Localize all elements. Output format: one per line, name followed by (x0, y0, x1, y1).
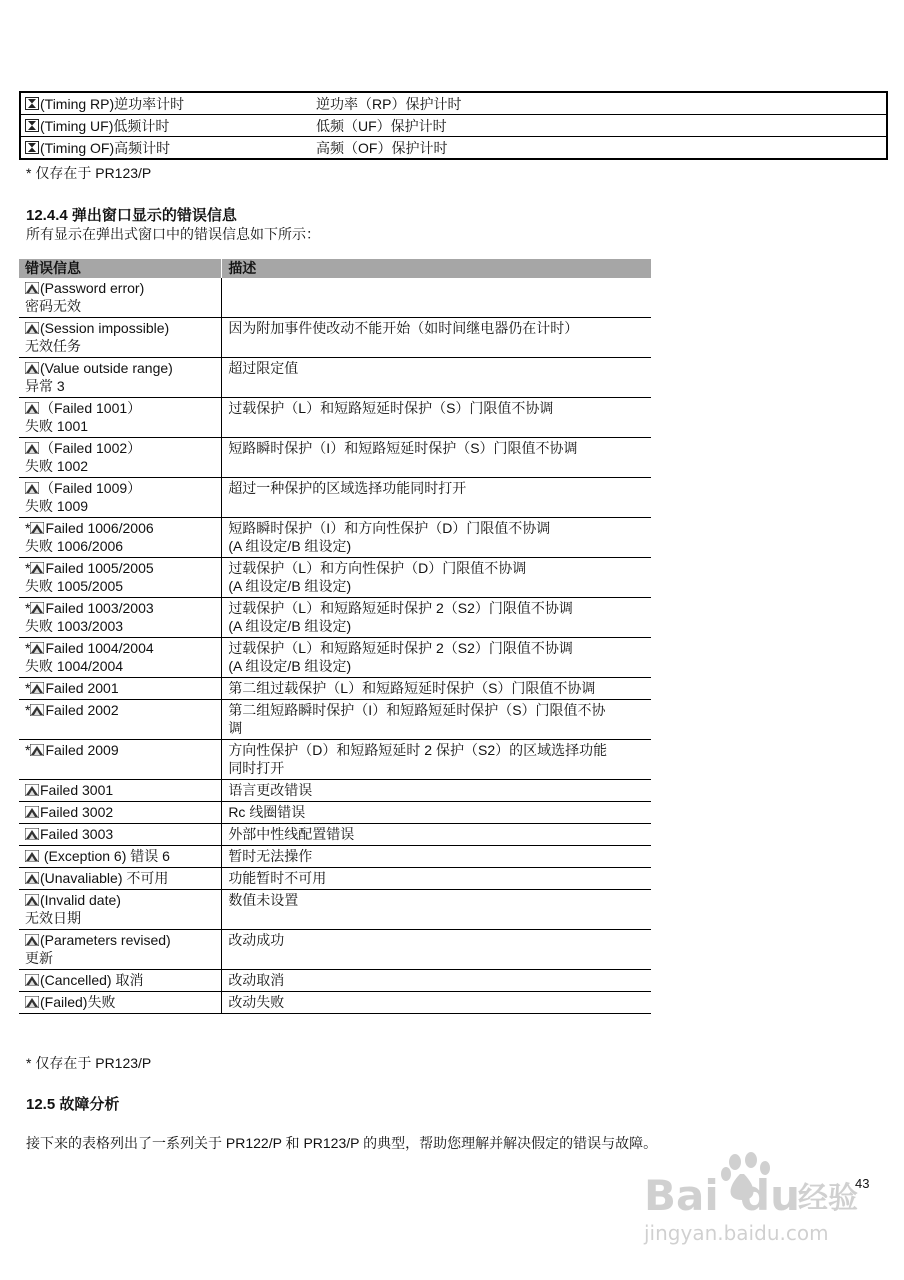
warning-icon (30, 560, 44, 572)
error-message-label-cn: 失败 1004/2004 (25, 658, 124, 674)
error-message-label: Failed 3002 (40, 804, 114, 820)
error-messages-table (19, 259, 651, 1014)
error-row (19, 868, 651, 890)
warning-icon (25, 320, 39, 332)
error-table-header-message: 错误信息 (19, 259, 222, 278)
error-description-cell (222, 846, 651, 868)
error-row (19, 518, 651, 558)
warning-icon (25, 280, 39, 292)
warning-icon (25, 972, 39, 984)
error-description-cell (222, 700, 651, 740)
warning-icon (30, 600, 44, 612)
error-row (19, 398, 651, 438)
error-description: 改动取消 (228, 972, 285, 988)
error-message-cell (19, 970, 222, 992)
section-intro-12-5: 接下来的表格列出了一系列关于 PR122/P 和 PR123/P 的典型，帮助您理解并解决假定的错误与故障。 (26, 1135, 658, 1151)
warning-icon (30, 520, 44, 532)
error-message-label: (Value outside range) (40, 360, 173, 376)
error-description: 过载保护（L）和短路短延时保护 2（S2）门限值不协调 (228, 600, 573, 616)
error-description: 过载保护（L）和短路短延时保护 2（S2）门限值不协调 (228, 640, 573, 656)
error-message-cell (19, 890, 222, 930)
error-description-cell (222, 518, 651, 558)
warning-icon (25, 994, 39, 1006)
error-description: 第二组短路瞬时保护（I）和短路短延时保护（S）门限值不协 (228, 702, 606, 718)
warning-icon (30, 702, 44, 714)
hourglass-icon (25, 139, 39, 152)
only-pr123-marker: * (25, 560, 31, 576)
error-row (19, 740, 651, 780)
section-heading-12-4-4: 12.4.4 弹出窗口显示的错误信息 (26, 207, 237, 224)
error-message-cell (19, 992, 222, 1014)
warning-icon (25, 848, 39, 860)
error-description: 第二组过载保护（L）和短路短延时保护（S）门限值不协调 (228, 680, 596, 696)
error-row (19, 846, 651, 868)
section-heading-12-5: 12.5 故障分析 (26, 1096, 120, 1113)
timing-table (19, 91, 888, 160)
error-message-cell (19, 558, 222, 598)
baidu-jingyan-watermark (640, 1150, 870, 1250)
hourglass-icon (25, 117, 39, 130)
error-description-cell (222, 318, 651, 358)
error-message-label: (Parameters revised) (40, 932, 171, 948)
error-row (19, 780, 651, 802)
error-description: 过载保护（L）和短路短延时保护（S）门限值不协调 (228, 400, 554, 416)
error-message-cell (19, 868, 222, 890)
error-message-cell (19, 478, 222, 518)
error-row (19, 558, 651, 598)
error-message-label: Failed 1003/2003 (45, 600, 154, 616)
error-message-cell (19, 846, 222, 868)
svg-text:经验: 经验 (798, 1181, 858, 1216)
error-description-cell (222, 802, 651, 824)
error-message-label: (Invalid date) (40, 892, 121, 908)
error-message-label: (Cancelled) 取消 (40, 972, 144, 988)
error-row (19, 970, 651, 992)
error-description: 外部中性线配置错误 (228, 826, 355, 842)
svg-text:Bai: Bai (644, 1171, 719, 1220)
timing-description-cell (312, 115, 887, 137)
error-description: 改动成功 (228, 932, 285, 948)
error-description: 过载保护（L）和方向性保护（D）门限值不协调 (228, 560, 527, 576)
timing-description: 低频（UF）保护计时 (316, 118, 447, 134)
error-description-line2: 同时打开 (228, 760, 285, 776)
error-message-label: Failed 3003 (40, 826, 114, 842)
warning-icon (30, 742, 44, 754)
warning-icon (25, 870, 39, 882)
warning-icon (25, 892, 39, 904)
error-message-cell (19, 358, 222, 398)
error-table-header-row (19, 259, 651, 278)
timing-label: (Timing OF)高频计时 (40, 140, 171, 156)
warning-icon (25, 440, 39, 452)
error-description-cell (222, 558, 651, 598)
error-row (19, 802, 651, 824)
timing-row (20, 137, 887, 160)
error-message-cell (19, 740, 222, 780)
error-message-label: （Failed 1001） (40, 400, 142, 416)
error-description-cell (222, 970, 651, 992)
error-message-label: (Exception 6) 错误 6 (40, 848, 170, 864)
error-description-line2: 调 (228, 720, 243, 736)
error-message-cell (19, 638, 222, 678)
error-description: Rc 线圈错误 (228, 804, 306, 820)
error-description: 数值未设置 (228, 892, 299, 908)
error-row (19, 278, 651, 318)
error-row (19, 318, 651, 358)
timing-label-cell (20, 92, 312, 115)
error-message-cell (19, 780, 222, 802)
error-message-label-cn: 失败 1009 (25, 498, 89, 514)
error-message-label: （Failed 1002） (40, 440, 142, 456)
error-table-note: * 仅存在于 PR123/P (26, 1055, 152, 1071)
page-number: 43 (855, 1176, 870, 1191)
error-message-cell (19, 824, 222, 846)
error-message-label: (Password error) (40, 280, 145, 296)
error-message-label-cn: 异常 3 (25, 378, 65, 394)
error-message-label-cn: 无效日期 (25, 910, 81, 926)
error-row (19, 930, 651, 970)
error-description-cell (222, 358, 651, 398)
timing-description-cell (312, 92, 887, 115)
only-pr123-marker: * (25, 520, 31, 536)
timing-label: (Timing UF)低频计时 (40, 118, 170, 134)
warning-icon (25, 826, 39, 838)
error-message-label: Failed 2009 (45, 742, 119, 758)
error-description: 功能暂时不可用 (228, 870, 327, 886)
error-row (19, 824, 651, 846)
error-row (19, 638, 651, 678)
error-message-label-cn: 失败 1002 (25, 458, 89, 474)
error-row (19, 438, 651, 478)
error-description-cell (222, 438, 651, 478)
error-row (19, 598, 651, 638)
error-description-line2: (A 组设定/B 组设定) (228, 538, 352, 554)
error-message-cell (19, 802, 222, 824)
error-description: 超过一种保护的区域选择功能同时打开 (228, 480, 467, 496)
error-description-cell (222, 478, 651, 518)
error-message-label: （Failed 1009） (40, 480, 142, 496)
error-table-header-description: 描述 (222, 259, 651, 278)
timing-table-note: * 仅存在于 PR123/P (26, 165, 152, 181)
error-description: 语言更改错误 (228, 782, 313, 798)
error-description-cell (222, 398, 651, 438)
error-message-cell (19, 438, 222, 478)
error-description-cell (222, 890, 651, 930)
error-message-cell (19, 518, 222, 558)
error-description-cell (222, 824, 651, 846)
warning-icon (25, 782, 39, 794)
error-message-label: Failed 1006/2006 (45, 520, 154, 536)
error-message-label: Failed 3001 (40, 782, 114, 798)
error-row (19, 678, 651, 700)
timing-label-cell (20, 137, 312, 160)
error-message-label-cn: 无效任务 (25, 338, 81, 354)
error-row (19, 478, 651, 518)
error-message-label: (Session impossible) (40, 320, 170, 336)
error-description-cell (222, 278, 651, 318)
error-message-cell (19, 318, 222, 358)
error-description: 因为附加事件使改动不能开始（如时间继电器仍在计时） (228, 320, 579, 336)
error-message-cell (19, 678, 222, 700)
error-message-label: Failed 1005/2005 (45, 560, 154, 576)
only-pr123-marker: * (25, 702, 31, 718)
only-pr123-marker: * (25, 640, 31, 656)
warning-icon (25, 804, 39, 816)
error-description-cell (222, 780, 651, 802)
warning-icon (30, 680, 44, 692)
error-description-cell (222, 992, 651, 1014)
timing-description: 逆功率（RP）保护计时 (316, 96, 462, 112)
error-description-line2: (A 组设定/B 组设定) (228, 658, 352, 674)
error-message-label: Failed 2001 (45, 680, 119, 696)
svg-text:du: du (740, 1171, 800, 1220)
error-description-cell (222, 740, 651, 780)
timing-label: (Timing RP)逆功率计时 (40, 96, 185, 112)
error-message-label-cn: 失败 1005/2005 (25, 578, 124, 594)
warning-icon (25, 360, 39, 372)
error-message-cell (19, 930, 222, 970)
hourglass-icon (25, 95, 39, 108)
error-description: 改动失败 (228, 994, 285, 1010)
error-row (19, 890, 651, 930)
error-message-cell (19, 598, 222, 638)
error-message-label-cn: 失败 1001 (25, 418, 89, 434)
error-description: 短路瞬时保护（I）和方向性保护（D）门限值不协调 (228, 520, 551, 536)
error-description: 短路瞬时保护（I）和短路短延时保护（S）门限值不协调 (228, 440, 578, 456)
only-pr123-marker: * (25, 680, 31, 696)
section-intro-12-4-4: 所有显示在弹出式窗口中的错误信息如下所示： (26, 226, 320, 242)
error-row (19, 992, 651, 1014)
timing-description-cell (312, 137, 887, 160)
warning-icon (30, 640, 44, 652)
error-message-label-cn: 失败 1003/2003 (25, 618, 124, 634)
error-description-line2: (A 组设定/B 组设定) (228, 618, 352, 634)
error-message-cell (19, 398, 222, 438)
error-message-label: (Failed)失败 (40, 994, 116, 1010)
baidu-paw-logo-icon (640, 1150, 870, 1250)
error-description-line2: (A 组设定/B 组设定) (228, 578, 352, 594)
error-description: 方向性保护（D）和短路短延时 2 保护（S2）的区域选择功能 (228, 742, 608, 758)
only-pr123-marker: * (25, 600, 31, 616)
error-description-cell (222, 598, 651, 638)
error-message-label-cn: 密码无效 (25, 298, 81, 314)
error-description-cell (222, 930, 651, 970)
warning-icon (25, 932, 39, 944)
error-message-label: Failed 2002 (45, 702, 119, 718)
error-message-label-cn: 失败 1006/2006 (25, 538, 124, 554)
warning-icon (25, 480, 39, 492)
error-row (19, 700, 651, 740)
error-message-label: (Unavaliable) 不可用 (40, 870, 169, 886)
timing-description: 高频（OF）保护计时 (316, 140, 448, 156)
only-pr123-marker: * (25, 742, 31, 758)
timing-row (20, 92, 887, 115)
error-description: 超过限定值 (228, 360, 299, 376)
timing-label-cell (20, 115, 312, 137)
error-message-cell (19, 278, 222, 318)
error-message-cell (19, 700, 222, 740)
error-description-cell (222, 868, 651, 890)
warning-icon (25, 400, 39, 412)
error-message-label-cn: 更新 (25, 950, 53, 966)
svg-text:jingyan.baidu.com: jingyan.baidu.com (644, 1221, 829, 1245)
error-description-cell (222, 678, 651, 700)
error-row (19, 358, 651, 398)
error-message-label: Failed 1004/2004 (45, 640, 154, 656)
error-description: 暂时无法操作 (228, 848, 313, 864)
timing-row (20, 115, 887, 137)
error-description-cell (222, 638, 651, 678)
